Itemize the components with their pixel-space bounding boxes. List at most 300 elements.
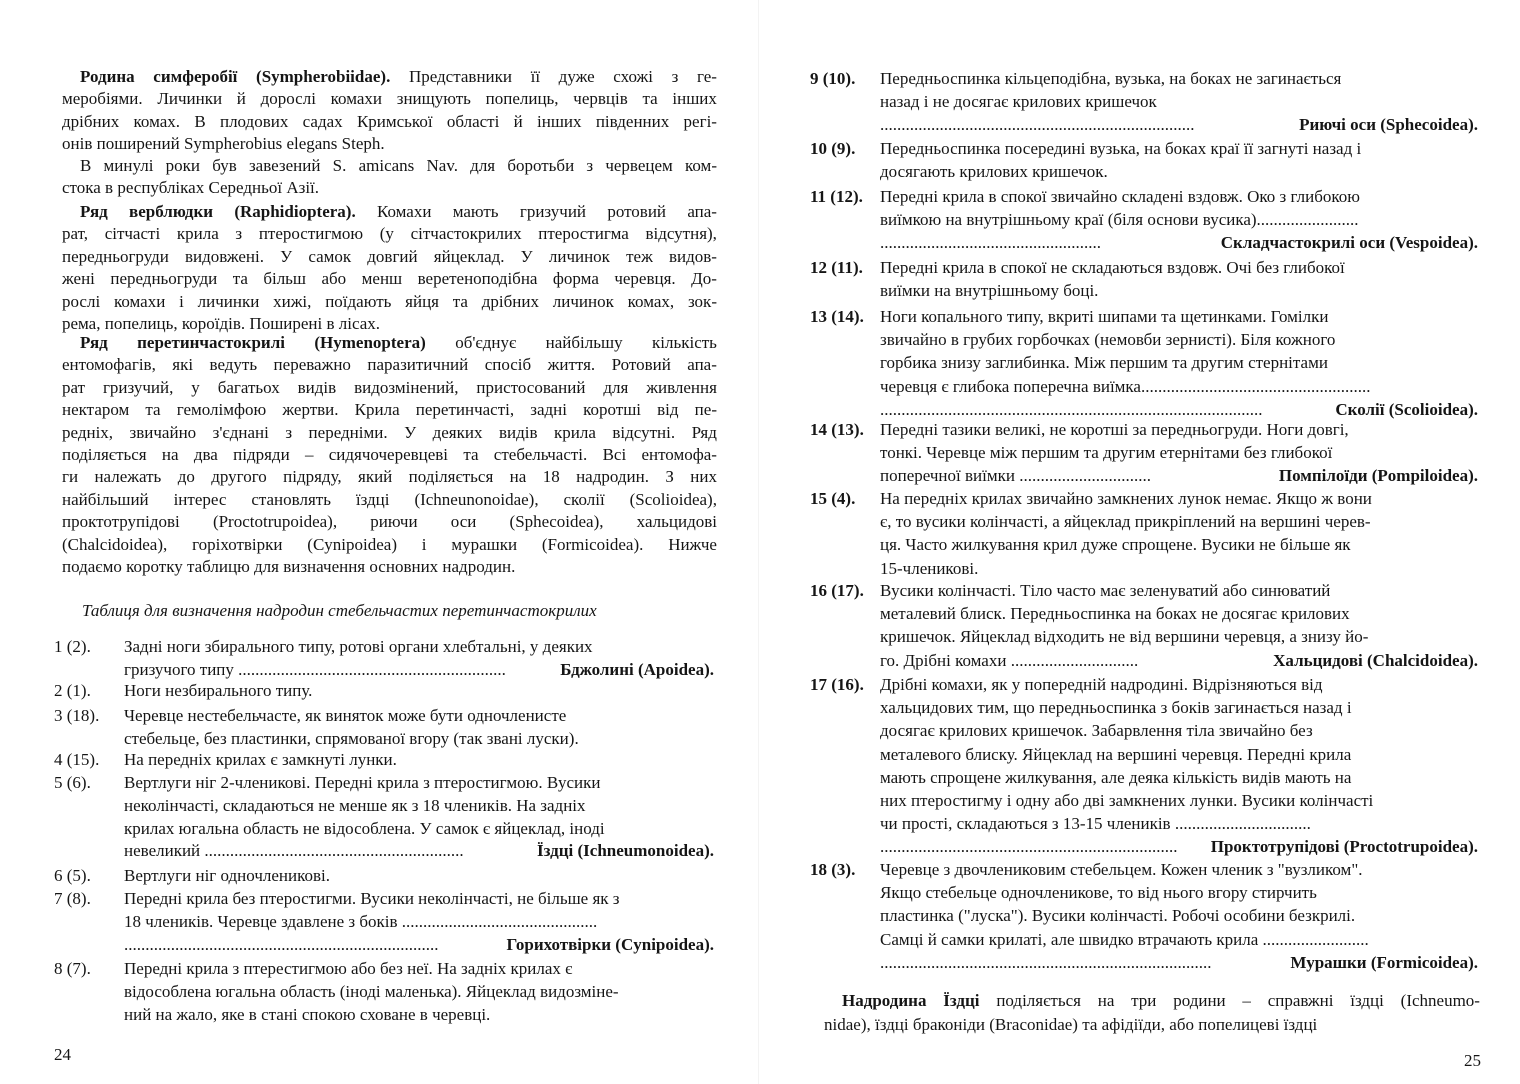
paragraph-ichneumonoidea-word: поділяється (996, 991, 1081, 1010)
paragraph-sympherobiidae-text: онів поширений Sympherobius elegans Steph. (62, 134, 385, 154)
paragraph-raphidioptera-word: рат, (62, 224, 89, 244)
paragraph-hymenoptera-word: ведуть (209, 355, 258, 375)
key-entry-13-text: горбика знизу заглибинка. Між першим та другим стернітами (880, 353, 1328, 373)
paragraph-hymenoptera-word: апа- (687, 355, 717, 375)
paragraph-hymenoptera-word: Нижче (668, 534, 717, 554)
key-entry-5-number: 5 (6). (54, 773, 91, 792)
paragraph-hymenoptera-line (62, 466, 717, 488)
key-entry-8-text: ний на жало, яке в стані спокою сховане в черевці. (124, 1004, 491, 1024)
paragraph-hymenoptera-word: проктотрупідові (62, 512, 180, 532)
paragraph-sympherobiidae-word: меробіями. (62, 89, 143, 109)
paragraph-hymenoptera-word: (Sphecoidea), (509, 512, 604, 532)
paragraph-hymenoptera-word: ги (62, 467, 79, 487)
key-entry-10-number: 10 (9). (810, 139, 856, 158)
paragraph-raphidioptera-word: яйцеклад. (433, 246, 505, 266)
paragraph-hymenoptera-word: (Ichneunonoidae), (414, 489, 539, 509)
paragraph-hymenoptera-word: два (193, 445, 218, 464)
paragraph-raphidioptera-word: черевця. (614, 269, 676, 289)
paragraph-ichneumonoidea-word: на (1097, 991, 1115, 1010)
paragraph-ichneumonoidea-word: (Ichneumo- (1400, 991, 1480, 1010)
paragraph-raphidioptera-line (62, 291, 717, 313)
key-entry-12-text: Передні крила в спокої не складаються вздовж. Очі без глибокої (880, 258, 1345, 277)
paragraph-hymenoptera-word: хальцидові (636, 512, 717, 532)
paragraph-ichneumonoidea-word: Їздці (943, 991, 980, 1010)
paragraph-hymenoptera-word: пристосований (476, 377, 586, 397)
paragraph-raphidioptera-word: жені (62, 269, 95, 289)
paragraph-raphidioptera-word: комах, (627, 291, 675, 311)
paragraph-hymenoptera-word: деяких (432, 422, 483, 442)
paragraph-hymenoptera-word: які (172, 355, 194, 375)
key-entry-11-number: 11 (12). (810, 187, 863, 206)
paragraph-hymenoptera-line (62, 444, 717, 466)
paragraph-raphidioptera-word: Комахи (376, 202, 432, 221)
paragraph-amicans-word: був (212, 156, 237, 175)
key-entry-3-number: 3 (18). (54, 706, 100, 725)
key-entry-1-leader: гризучого типу ............................................................... (124, 659, 506, 679)
paragraph-hymenoptera-word: поділяється (408, 467, 494, 487)
paragraph-amicans-word: S. (332, 156, 347, 175)
key-entry-11-text: виїмкою на внутрішньому краї (біля основи вусика)........................ (880, 210, 1359, 230)
paragraph-sympherobiidae-line (80, 66, 717, 88)
paragraph-hymenoptera-word: їздці (355, 489, 390, 509)
key-entry-16-number: 16 (17). (810, 581, 864, 600)
key-entry-11-result-line (880, 232, 1478, 254)
paragraph-hymenoptera-word: Ротовий (611, 355, 671, 375)
paragraph-hymenoptera-word: найбільший (62, 489, 149, 509)
paragraph-raphidioptera-line (62, 223, 717, 245)
key-entry-9-leader: .......................................................................... (880, 115, 1195, 135)
paragraph-hymenoptera-word: З (665, 467, 674, 487)
paragraph-hymenoptera-word: коротші (583, 400, 642, 420)
key-entry-16-text: Вусики колінчасті. Тіло часто має зеленуватий або синюватий (880, 581, 1331, 600)
key-entry-18-text: Якщо стебельце одночленикове, то від нього вгору стирчить (880, 883, 1317, 903)
key-entry-18-text: Самці й самки крилаті, але швидко втрачають крила ......................... (880, 929, 1369, 949)
paragraph-hymenoptera-word: стебельчасті. (493, 445, 588, 464)
key-entry-7-text: 18 члеників. Черевце здавлене з боків .............................................. (124, 911, 598, 931)
key-entry-9-result-line (880, 114, 1478, 136)
key-entry-16-text: кришечок. Яйцеклад відходить не від вершини черевця, а знизу йо- (880, 627, 1369, 647)
paragraph-hymenoptera-word: сидячочеревцеві (328, 445, 449, 464)
key-entry-9-text: назад і не досягає крилових кришечок (880, 92, 1157, 112)
paragraph-raphidioptera-word: мають (452, 202, 499, 221)
paragraph-hymenoptera-word: до (177, 467, 195, 487)
paragraph-sympherobiidae-word: садах (302, 111, 343, 131)
key-entry-10-text: досягають крилових кришечок. (880, 162, 1108, 182)
key-entry-5-text: неколінчасті, складаються не менше як з 18 члеників. На задніх (124, 795, 586, 815)
paragraph-sympherobiidae-word: ге- (696, 67, 717, 86)
paragraph-sympherobiidae-word: з (671, 67, 679, 86)
key-entry-8-text: Передні крила з птерестигмою або без неї. На задніх крилах є (124, 959, 573, 978)
key-entry-4-text: На передніх крилах є замкнуті лунки. (124, 750, 397, 769)
key-entry-13-leader: .......................................................................................... (880, 399, 1263, 419)
key-entry-14-result-line (880, 465, 1478, 487)
paragraph-raphidioptera-word: личинок (552, 291, 614, 311)
key-entry-12-number: 12 (11). (810, 258, 863, 277)
paragraph-amicans-word: завезений (248, 156, 321, 175)
page-number: 24 (54, 1045, 71, 1064)
paragraph-sympherobiidae-word: південних (595, 111, 670, 131)
paragraph-raphidioptera-word: У (280, 246, 293, 266)
key-entry-18-text: Черевце з двочлениковим стебельцем. Кожен членик з "вузликом". (880, 860, 1363, 879)
key-entry-5-result-line (124, 840, 714, 862)
key-entry-13-number: 13 (14). (810, 307, 864, 326)
key-entry-14-text: Передні тазики великі, не коротші за передньогруди. Ноги довгі, (880, 420, 1349, 439)
paragraph-sympherobiidae-word: дрібних (62, 111, 120, 131)
paragraph-hymenoptera-word: видозмінений, (354, 377, 459, 397)
paragraph-hymenoptera-word: жертви. (282, 400, 339, 420)
paragraph-raphidioptera-word: птеростигмою (258, 224, 364, 244)
paragraph-hymenoptera-word: другого (211, 467, 267, 487)
paragraph-hymenoptera-word: видів (297, 377, 337, 397)
key-entry-16-text: металевий блиск. Передньоспинка на боках не досягає крилових (880, 604, 1350, 624)
paragraph-sympherobiidae-word: (Sympherobiidae). (256, 67, 391, 86)
paragraph-hymenoptera-word: звичайно (129, 422, 197, 442)
paragraph-raphidioptera-word: форма (552, 269, 599, 289)
paragraph-amicans-word: минулі (103, 156, 154, 175)
paragraph-ichneumonoidea-text: nidae), їздці браконіди (Braconidae) та афідіїди, або попелицеві їздці (824, 1015, 1318, 1034)
key-entry-18-result: Мурашки (Formicoidea). (1290, 952, 1478, 972)
paragraph-hymenoptera-word: спосіб (484, 355, 532, 375)
key-entry-3-text: Черевце нестебельчасте, як виняток може бути одночленисте (124, 706, 567, 725)
paragraph-raphidioptera-word: теж (626, 246, 653, 266)
paragraph-raphidioptera-word: більш (263, 269, 307, 289)
paragraph-raphidioptera-word: личинки (197, 291, 260, 311)
key-entry-15-text: На передніх крилах звичайно замкнених лунок немає. Якщо ж вони (880, 489, 1372, 508)
key-entry-14-text: тонкі. Черевце між першим та другим етернітами без глибокої (880, 443, 1333, 463)
paragraph-hymenoptera-word: (Formicoidea). (541, 534, 644, 554)
paragraph-sympherobiidae-word: дуже (558, 67, 595, 86)
paragraph-hymenoptera-line (62, 377, 717, 399)
paragraph-raphidioptera-word: хижі, (273, 291, 312, 311)
key-entry-15-text: є, то вусики колінчасті, а яйцеклад прикріплений на вершині черев- (880, 512, 1371, 532)
paragraph-hymenoptera-word: горіхотвірки (192, 534, 283, 554)
table-title: Таблиця для визначення надродин стебельчастих перетинчастокрилих (82, 601, 597, 620)
key-entry-14-leader: поперечної виїмки ............................... (880, 466, 1151, 486)
paragraph-hymenoptera-word: життя. (547, 355, 596, 375)
paragraph-sympherobiidae-word: комахи (330, 89, 383, 109)
paragraph-raphidioptera-word: рослі (62, 291, 101, 311)
paragraph-hymenoptera-word: сколії (563, 489, 605, 509)
key-entry-7-leader: .......................................................................... (124, 934, 439, 954)
key-entry-6-text: Вертлуги ніг одночленикові. (124, 866, 331, 885)
paragraph-amicans-word: Nav. (426, 156, 458, 175)
paragraph-amicans-word: для (470, 156, 496, 175)
key-entry-9-number: 9 (10). (810, 69, 856, 88)
key-entry-13-result-line (880, 399, 1478, 421)
paragraph-hymenoptera-word: крила (553, 422, 596, 442)
paragraph-hymenoptera-word: найбільшу (545, 333, 623, 352)
paragraph-sympherobiidae-word: та (642, 89, 658, 109)
paragraph-hymenoptera-word: паразитичний (367, 355, 469, 375)
paragraph-hymenoptera-word: перетинчастокрилі (137, 333, 285, 352)
paragraph-amicans-word: роки (165, 156, 201, 175)
key-entry-17-text: них птеростигму і одну або дві замкнених лунки. Вусики колінчасті (880, 791, 1374, 810)
paragraph-raphidioptera-word: відсутня), (645, 224, 717, 244)
paragraph-ichneumonoidea-line (842, 990, 1480, 1012)
paragraph-hymenoptera-word: від (657, 400, 679, 420)
paragraph-hymenoptera-word: живлення (646, 377, 717, 397)
key-entry-16-result: Хальцидові (Chalcidoidea). (1273, 650, 1478, 670)
paragraph-hymenoptera-word: 18 (542, 467, 560, 487)
key-entry-9-result: Риючі оси (Sphecoidea). (1299, 115, 1478, 135)
key-entry-10-text: Передньоспинка посередині вузька, на боках краї її загнуті назад і (880, 139, 1362, 158)
paragraph-sympherobiidae-word: симферобії (153, 67, 238, 86)
paragraph-hymenoptera-line (62, 422, 717, 444)
paragraph-hymenoptera-word: та (463, 445, 479, 464)
paragraph-sympherobiidae-word: Личинки (157, 89, 223, 109)
paragraph-raphidioptera-word: передньогруди (110, 269, 218, 289)
key-entry-11-text: Передні крила в спокої звичайно складені вздовж. Око з глибокою (880, 187, 1360, 206)
paragraph-hymenoptera-line (62, 534, 717, 556)
paragraph-hymenoptera-word: становлять (251, 489, 331, 509)
paragraph-ichneumonoidea-word: родини (1173, 991, 1226, 1010)
paragraph-hymenoptera-word: ентомофагів, (62, 355, 156, 375)
paragraph-amicans-text: стока в республіках Середньої Азії. (62, 178, 320, 198)
paragraph-hymenoptera-word: оси (450, 512, 477, 532)
paragraph-hymenoptera-word: гризучий, (102, 377, 174, 397)
paragraph-raphidioptera-word: гризучий (519, 202, 587, 221)
paragraph-sympherobiidae-word: й (513, 111, 523, 131)
paragraph-raphidioptera-word: зок- (687, 291, 717, 311)
paragraph-hymenoptera-word: який (358, 467, 393, 487)
key-entry-17-leader: ...................................................................... (880, 837, 1178, 857)
key-entry-6-number: 6 (5). (54, 866, 91, 885)
paragraph-sympherobiidae-word: Представники (408, 67, 512, 86)
paragraph-raphidioptera-line (80, 201, 717, 223)
paragraph-raphidioptera-word: довгий (367, 246, 418, 266)
paragraph-hymenoptera-word: з'єднані (212, 422, 269, 442)
paragraph-hymenoptera-word: них (690, 467, 717, 487)
key-entry-11-leader: .................................................... (880, 233, 1101, 253)
paragraph-hymenoptera-word: (Chalcidoidea), (62, 534, 168, 554)
key-entry-17-text: чи прості, складаються з 13-15 члеників ................................ (880, 814, 1311, 834)
key-entry-17-number: 17 (16). (810, 675, 864, 694)
paragraph-hymenoptera-word: підряду, (283, 467, 342, 487)
key-entry-2-text: Ноги незбирального типу. (124, 681, 313, 700)
paragraph-sympherobiidae-word: інших (672, 89, 717, 109)
paragraph-hymenoptera-word: і (421, 534, 427, 554)
paragraph-hymenoptera-word: ентомофа- (641, 445, 717, 464)
paragraph-sympherobiidae-word: її (530, 67, 541, 86)
paragraph-sympherobiidae-word: знищують (396, 89, 471, 109)
key-entry-5-result: Їздці (Ichneumonoidea). (537, 841, 714, 861)
paragraph-sympherobiidae-word: області (446, 111, 500, 131)
paragraph-hymenoptera-word: відсутні. (612, 422, 676, 442)
paragraph-amicans-line (62, 177, 717, 199)
key-entry-18-result-line (880, 952, 1478, 974)
paragraph-hymenoptera-word: на (161, 445, 179, 464)
paragraph-amicans-word: amicans (358, 156, 415, 175)
paragraph-sympherobiidae-word: схожі (613, 67, 654, 86)
paragraph-hymenoptera-line (62, 489, 717, 511)
paragraph-hymenoptera-word: рат (62, 377, 86, 397)
paragraph-amicans-line (80, 155, 717, 177)
paragraph-hymenoptera-word: У (404, 422, 417, 442)
paragraph-hymenoptera-word: переважно (273, 355, 351, 375)
paragraph-hymenoptera-word: (Cynipoidea) (307, 534, 397, 554)
paragraph-hymenoptera-word: поділяється (62, 445, 147, 464)
paragraph-ichneumonoidea-word: – (1242, 991, 1251, 1010)
key-entry-7-number: 7 (8). (54, 889, 91, 908)
paragraph-raphidioptera-word: ротовий (607, 202, 667, 221)
key-entry-7-result-line (124, 934, 714, 956)
paragraph-hymenoptera-word: (Scolioidea), (629, 489, 717, 509)
paragraph-raphidioptera-word: або (321, 269, 347, 289)
paragraph-sympherobiidae-word: попелиць, (485, 89, 559, 109)
key-entry-15-text: ця. Часто жилкування крил дуже спрощене. Вусики не більше як (880, 535, 1351, 555)
paragraph-hymenoptera-word: (Proctotrupoidea), (212, 512, 338, 532)
key-entry-13-text: Ноги копального типу, вкриті шипами та щетинками. Гомілки (880, 307, 1329, 326)
paragraph-hymenoptera-line (62, 399, 717, 421)
paragraph-raphidioptera-word: До- (691, 269, 717, 289)
key-entry-17-text: Дрібні комахи, як у попередній надродині. Відрізняються від (880, 675, 1323, 694)
paragraph-sympherobiidae-line (62, 133, 717, 155)
key-entry-16-result-line (880, 650, 1478, 672)
paragraph-hymenoptera-word: з (285, 422, 293, 442)
paragraph-amicans-word: червецем (605, 156, 673, 175)
key-entry-5-text: крилах югальна область не відособлена. У самок є яйцеклад, іноді (124, 818, 605, 838)
paragraph-sympherobiidae-line (62, 111, 717, 133)
paragraph-sympherobiidae-word: Родина (80, 67, 135, 86)
paragraph-hymenoptera-word: для (603, 377, 629, 397)
paragraph-hymenoptera-word: риючи (370, 512, 418, 532)
paragraph-sympherobiidae-line (62, 88, 717, 110)
key-entry-17-result: Проктотрупідові (Proctotrupoidea). (1210, 837, 1478, 857)
paragraph-raphidioptera-word: яйця (405, 291, 440, 311)
paragraph-sympherobiidae-word: інших (537, 111, 582, 131)
key-entry-13-text: черевця є глибока поперечна виїмка...................................................... (880, 376, 1371, 396)
paragraph-hymenoptera-word: задні (530, 400, 567, 420)
paragraph-raphidioptera-word: передньогруди (62, 246, 169, 266)
paragraph-raphidioptera-word: з (235, 224, 243, 244)
paragraph-raphidioptera-word: і (179, 291, 184, 311)
paragraph-ichneumonoidea-line (824, 1014, 1480, 1036)
key-entry-4-number: 4 (15). (54, 750, 100, 769)
paragraph-hymenoptera-word: багатьох (217, 377, 280, 397)
paragraph-sympherobiidae-word: червців (573, 89, 628, 109)
key-entry-9-text: Передньоспинка кільцеподібна, вузька, на боках не загинається (880, 69, 1342, 88)
key-entry-18-text: пластинка ("луска"). Вусики колінчасті. Робочі особини безкрилі. (880, 906, 1356, 926)
key-entry-1-number: 1 (2). (54, 637, 91, 656)
paragraph-hymenoptera-word: передніми. (308, 422, 388, 442)
paragraph-hymenoptera-word: та (145, 400, 161, 420)
paragraph-raphidioptera-text: рема, попелиць, короїдів. Поширені в лісах. (62, 314, 381, 333)
key-entry-7-result: Горихотвірки (Cynipoidea). (506, 934, 714, 954)
key-entry-14-number: 14 (13). (810, 420, 864, 439)
paragraph-raphidioptera-word: апа- (687, 202, 717, 221)
paragraph-hymenoptera-word: підряди (233, 445, 290, 464)
paragraph-amicans-word: боротьби (507, 156, 575, 175)
key-entry-18-number: 18 (3). (810, 860, 856, 879)
key-entry-1-result: Бджолині (Apoidea). (560, 659, 714, 679)
paragraph-raphidioptera-word: та (452, 291, 468, 311)
paragraph-amicans-word: з (586, 156, 594, 175)
key-entry-2-number: 2 (1). (54, 681, 91, 700)
paragraph-sympherobiidae-word: плодових (219, 111, 289, 131)
paragraph-raphidioptera-word: дрібних (481, 291, 539, 311)
key-entry-14-result: Помпілоїди (Pompiloidea). (1278, 466, 1478, 486)
paragraph-raphidioptera-word: поїдають (325, 291, 392, 311)
paragraph-raphidioptera-word: личинок (548, 246, 610, 266)
paragraph-hymenoptera-line (62, 511, 717, 533)
key-entry-8-number: 8 (7). (54, 959, 91, 978)
key-entry-17-text: досягає крилових кришечок. Забарвлення тіла звичайно без (880, 721, 1313, 741)
paragraph-raphidioptera-word: птеростигма (538, 224, 629, 244)
paragraph-raphidioptera-word: комахи (113, 291, 166, 311)
paragraph-sympherobiidae-word: В (194, 111, 206, 131)
key-entry-12-text: виїмки на внутрішньому боці. (880, 281, 1099, 301)
paragraph-sympherobiidae-word: Кримської (356, 111, 433, 131)
paragraph-raphidioptera-word: видов- (668, 246, 717, 266)
paragraph-sympherobiidae-word: дорослі (260, 89, 316, 109)
paragraph-hymenoptera-word: нектаром (62, 400, 130, 420)
paragraph-raphidioptera-word: верблюдки (129, 202, 214, 221)
paragraph-hymenoptera-word: об'єднує (455, 333, 517, 352)
paragraph-hymenoptera-line (62, 354, 717, 376)
paragraph-raphidioptera-line (62, 246, 717, 268)
paragraph-sympherobiidae-word: комах. (133, 111, 181, 131)
paragraph-hymenoptera-word: перетинчасті, (415, 400, 515, 420)
key-entry-8-text: відособлена югальна область (іноді маленька). Яйцеклад видозміне- (124, 981, 619, 1001)
paragraph-hymenoptera-word: на (509, 467, 527, 487)
paragraph-sympherobiidae-word: регі- (683, 111, 717, 131)
key-entry-5-text: Вертлуги ніг 2-членикові. Передні крила з птеростигмою. Вусики (124, 773, 601, 792)
paragraph-raphidioptera-line (62, 268, 717, 290)
paragraph-hymenoptera-line (80, 332, 717, 354)
paragraph-amicans-word: В (80, 156, 92, 175)
paragraph-raphidioptera-word: та (232, 269, 248, 289)
paragraph-ichneumonoidea-word: їздці (1350, 991, 1384, 1010)
paragraph-hymenoptera-word: Крила (354, 400, 400, 420)
key-entry-17-text: хальцидових тим, що передньоспинка з боків загинається назад і (880, 698, 1352, 718)
paragraph-hymenoptera-line (62, 556, 717, 578)
key-entry-3-text: стебельце, без пластинки, спрямованої вгору (так звані луски). (124, 728, 579, 748)
key-entry-13-text: звичайно в грубих горбочках (немовби зернисті). Біля кожного (880, 330, 1336, 350)
paragraph-raphidioptera-word: сітчастокрилих (410, 224, 522, 244)
paragraph-ichneumonoidea-word: справжні (1267, 991, 1334, 1010)
paragraph-raphidioptera-word: крила (176, 224, 219, 244)
paragraph-ichneumonoidea-word: Надродина (842, 991, 927, 1010)
paragraph-hymenoptera-word: редніх, (62, 422, 114, 442)
paragraph-raphidioptera-word: менш (361, 269, 403, 289)
paragraph-hymenoptera-word: гемолімфою (176, 400, 267, 420)
key-entry-5-leader: невеликий ............................................................. (124, 841, 464, 861)
paragraph-hymenoptera-word: пе- (694, 400, 717, 420)
key-entry-17-result-line (880, 836, 1478, 858)
key-entry-16-leader: го. Дрібні комахи .............................. (880, 650, 1139, 670)
paragraph-hymenoptera-word: мурашки (451, 534, 518, 554)
paragraph-ichneumonoidea-word: три (1131, 991, 1157, 1010)
paragraph-raphidioptera-word: самок (308, 246, 352, 266)
paragraph-raphidioptera-word: (у (379, 224, 394, 244)
paragraph-hymenoptera-text: подаємо коротку таблицю для визначення основних надродин. (62, 557, 516, 576)
key-entry-11-result: Складчастокрилі оси (Vespoidea). (1220, 233, 1478, 253)
page-fold (758, 0, 759, 1084)
page-number: 25 (1464, 1051, 1481, 1070)
paragraph-raphidioptera-word: видовжені. (185, 246, 264, 266)
key-entry-1-text: Задні ноги збирального типу, ротові органи хлебтальні, у деяких (124, 637, 593, 656)
key-entry-18-leader: .............................................................................. (880, 952, 1212, 972)
paragraph-hymenoptera-word: інтерес (173, 489, 227, 509)
paragraph-sympherobiidae-word: й (236, 89, 246, 109)
key-entry-15-number: 15 (4). (810, 489, 856, 508)
paragraph-hymenoptera-word: – (304, 445, 314, 464)
key-entry-1-result-line (124, 659, 714, 681)
paragraph-hymenoptera-word: Всі (602, 445, 627, 464)
paragraph-raphidioptera-word: веретеноподібна (417, 269, 538, 289)
paragraph-hymenoptera-word: кількість (652, 333, 717, 352)
paragraph-raphidioptera-word: У (520, 246, 533, 266)
